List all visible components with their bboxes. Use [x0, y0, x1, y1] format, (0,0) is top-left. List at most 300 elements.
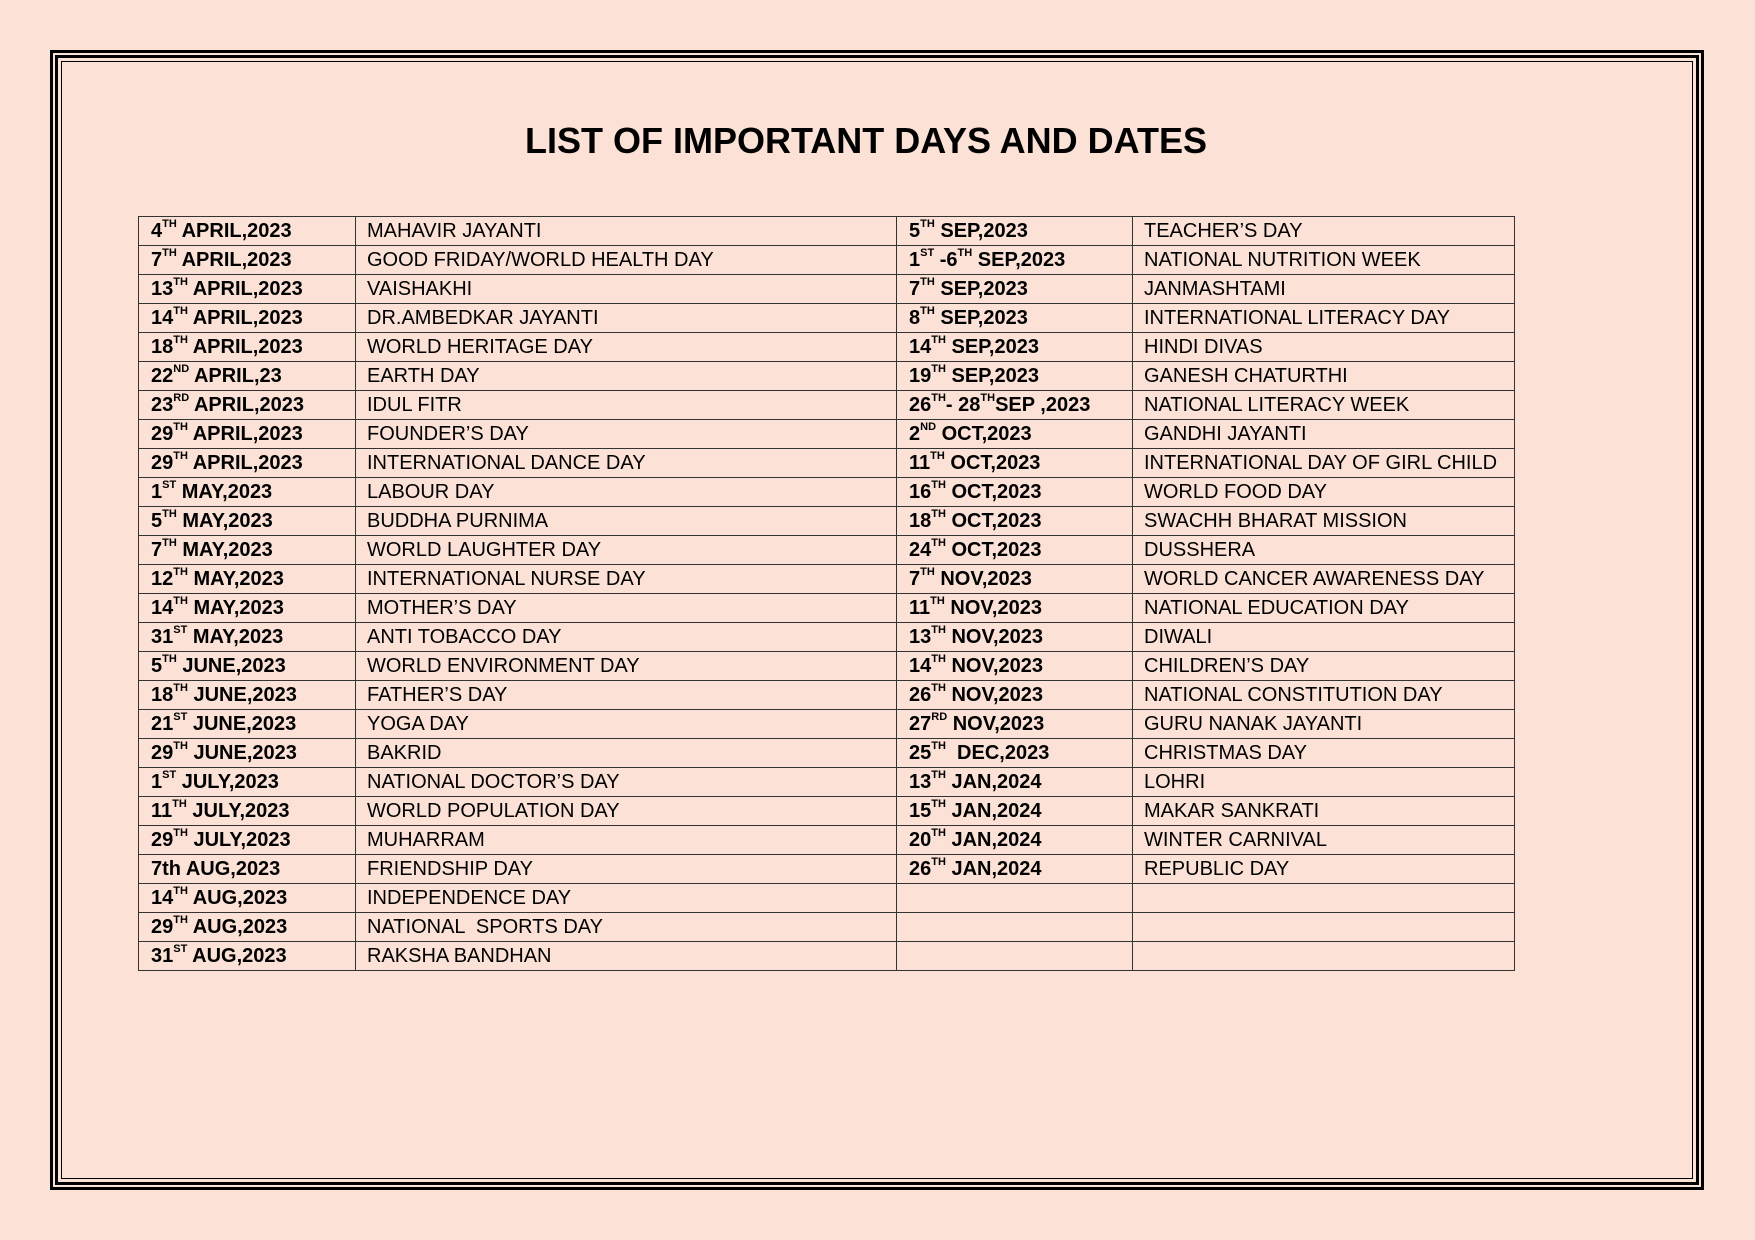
table-row	[139, 449, 1515, 478]
event-cell-right	[1133, 217, 1515, 246]
event-name: WORLD HERITAGE DAY	[367, 336, 593, 358]
date-rest: -6	[934, 249, 958, 271]
date-cell-left	[139, 710, 356, 739]
date-cell-right	[897, 507, 1133, 536]
date-day: 5	[151, 655, 163, 677]
event-cell-left	[356, 304, 897, 333]
table-row	[139, 333, 1515, 362]
date-cell-right	[897, 855, 1133, 884]
event-name: DR.AMBEDKAR JAYANTI	[367, 307, 599, 329]
date-day: 4	[151, 220, 163, 242]
event-name: DUSSHERA	[1144, 539, 1256, 561]
date-day: 21	[151, 713, 174, 735]
event-name: NATIONAL CONSTITUTION DAY	[1144, 684, 1443, 706]
date-cell-right	[897, 536, 1133, 565]
date-cell-right	[897, 884, 1133, 913]
event-name: HINDI DIVAS	[1144, 336, 1263, 358]
date-cell-right	[897, 797, 1133, 826]
event-cell-right	[1133, 536, 1515, 565]
event-name: MAKAR SANKRATI	[1144, 800, 1320, 822]
date-suffix: TH	[931, 682, 946, 694]
date-rest: APRIL,2023	[176, 220, 292, 242]
date-day: 29	[151, 916, 174, 938]
date-rest: JULY,2023	[187, 829, 291, 851]
date-rest: NOV,2023	[945, 684, 1044, 706]
date-suffix: TH	[920, 305, 935, 317]
event-cell-left	[356, 275, 897, 304]
date-cell-left	[139, 913, 356, 942]
date-day: 1	[909, 249, 921, 271]
date-cell-left	[139, 797, 356, 826]
date-rest: NOV,2023	[934, 568, 1032, 590]
date-rest: - 28	[945, 394, 981, 416]
date-day: 13	[909, 626, 932, 648]
date-day: 7	[909, 278, 921, 300]
table-row	[139, 855, 1515, 884]
date-suffix: TH	[173, 276, 188, 288]
event-name: BUDDHA PURNIMA	[367, 510, 549, 532]
date-cell-left	[139, 304, 356, 333]
date-cell-left	[139, 275, 356, 304]
date-day: 1	[151, 481, 163, 503]
event-cell-right	[1133, 565, 1515, 594]
event-name: WORLD FOOD DAY	[1144, 481, 1327, 503]
date-suffix: TH	[931, 798, 946, 810]
date-cell-left	[139, 652, 356, 681]
date-rest: JAN,2024	[945, 858, 1042, 880]
date-suffix: TH	[173, 682, 188, 694]
event-cell-left	[356, 623, 897, 652]
date-cell-right	[897, 420, 1133, 449]
event-name: CHILDREN’S DAY	[1144, 655, 1310, 677]
date-rest: MAY,2023	[187, 568, 284, 590]
event-cell-left	[356, 217, 897, 246]
date-cell-left	[139, 942, 356, 971]
date-rest: JAN,2024	[945, 771, 1042, 793]
date-suffix: TH	[162, 537, 177, 549]
event-cell-left	[356, 739, 897, 768]
date-cell-left	[139, 594, 356, 623]
date-cell-left	[139, 623, 356, 652]
date-day: 7	[151, 249, 163, 271]
date-suffix: TH	[173, 885, 188, 897]
event-cell-right	[1133, 507, 1515, 536]
date-rest: OCT,2023	[945, 539, 1042, 561]
event-cell-left	[356, 884, 897, 913]
event-cell-right	[1133, 594, 1515, 623]
date-day: 18	[909, 510, 932, 532]
event-cell-right	[1133, 826, 1515, 855]
table-row	[139, 507, 1515, 536]
date-cell-right	[897, 333, 1133, 362]
event-name: MOTHER’S DAY	[367, 597, 517, 619]
table-row	[139, 362, 1515, 391]
table-row	[139, 942, 1515, 971]
table-row	[139, 652, 1515, 681]
event-cell-left	[356, 768, 897, 797]
event-name: INTERNATIONAL LITERACY DAY	[1144, 307, 1450, 329]
event-cell-right	[1133, 768, 1515, 797]
event-name: INTERNATIONAL DAY OF GIRL CHILD	[1144, 452, 1498, 474]
date-day: 14	[151, 597, 174, 619]
date-rest: NOV,2023	[945, 655, 1044, 677]
event-name: GANESH CHATURTHI	[1144, 365, 1348, 387]
date-suffix: TH	[931, 769, 946, 781]
event-cell-left	[356, 710, 897, 739]
date-suffix: TH	[920, 566, 935, 578]
date-day: 1	[151, 771, 163, 793]
event-name: FRIENDSHIP DAY	[367, 858, 533, 880]
date-suffix: TH	[931, 624, 946, 636]
event-cell-left	[356, 565, 897, 594]
date-day: 7	[151, 539, 163, 561]
date-day: 2	[909, 423, 921, 445]
date-rest: OCT,2023	[944, 452, 1041, 474]
date-suffix: ST	[162, 769, 177, 781]
table-row	[139, 217, 1515, 246]
date-rest: AUG,2023	[187, 945, 287, 967]
date-cell-left	[139, 826, 356, 855]
date-cell-left	[139, 565, 356, 594]
date-cell-left	[139, 507, 356, 536]
date-rest-2: SEP,2023	[972, 249, 1066, 271]
date-suffix: TH	[173, 740, 188, 752]
event-cell-left	[356, 681, 897, 710]
event-name: WORLD POPULATION DAY	[367, 800, 620, 822]
date-suffix: TH	[931, 653, 946, 665]
event-cell-right	[1133, 333, 1515, 362]
date-rest: OCT,2023	[945, 510, 1042, 532]
date-rest: NOV,2023	[944, 597, 1042, 619]
date-rest-2: SEP ,2023	[995, 394, 1091, 416]
date-suffix: TH	[931, 827, 946, 839]
date-cell-right	[897, 913, 1133, 942]
date-day: 7th AUG,2023	[151, 858, 281, 880]
date-cell-right	[897, 681, 1133, 710]
date-cell-left	[139, 855, 356, 884]
event-name: GURU NANAK JAYANTI	[1144, 713, 1363, 735]
date-day: 23	[151, 394, 174, 416]
event-cell-right	[1133, 246, 1515, 275]
table-row	[139, 913, 1515, 942]
date-day: 29	[151, 423, 174, 445]
date-rest: APRIL,2023	[176, 249, 292, 271]
date-suffix: TH	[173, 595, 188, 607]
date-suffix: ND	[173, 363, 190, 375]
date-day: 18	[151, 336, 174, 358]
date-day: 12	[151, 568, 174, 590]
event-name: TEACHER’S DAY	[1144, 220, 1303, 242]
date-suffix: TH	[930, 595, 945, 607]
event-cell-right	[1133, 304, 1515, 333]
date-suffix: TH	[920, 276, 935, 288]
date-suffix: RD	[173, 392, 190, 404]
date-day: 18	[151, 684, 174, 706]
date-rest: OCT,2023	[945, 481, 1042, 503]
date-day: 29	[151, 452, 174, 474]
date-day: 8	[909, 307, 921, 329]
table-row	[139, 304, 1515, 333]
date-cell-right	[897, 362, 1133, 391]
date-cell-left	[139, 768, 356, 797]
event-cell-left	[356, 420, 897, 449]
table-row	[139, 246, 1515, 275]
date-cell-left	[139, 391, 356, 420]
date-rest: JUNE,2023	[176, 655, 286, 677]
date-cell-left	[139, 536, 356, 565]
date-cell-right	[897, 942, 1133, 971]
event-cell-right	[1133, 391, 1515, 420]
date-day: 7	[909, 568, 921, 590]
table-row	[139, 565, 1515, 594]
date-day: 14	[151, 307, 174, 329]
date-suffix: TH	[931, 856, 946, 868]
date-suffix: TH	[173, 914, 188, 926]
event-cell-left	[356, 594, 897, 623]
event-name: DIWALI	[1144, 626, 1213, 648]
date-day: 13	[151, 278, 174, 300]
date-suffix: TH	[162, 218, 177, 230]
page-title: LIST OF IMPORTANT DAYS AND DATES	[524, 120, 1207, 161]
date-suffix: TH	[162, 508, 177, 520]
date-day: 14	[909, 336, 932, 358]
event-name: FOUNDER’S DAY	[367, 423, 529, 445]
event-name: ANTI TOBACCO DAY	[367, 626, 562, 648]
event-cell-left	[356, 913, 897, 942]
table-row	[139, 623, 1515, 652]
event-name: INTERNATIONAL NURSE DAY	[367, 568, 646, 590]
date-rest: APRIL,2023	[187, 336, 303, 358]
date-day: 5	[151, 510, 163, 532]
event-cell-right	[1133, 623, 1515, 652]
event-name: YOGA DAY	[367, 713, 469, 735]
event-cell-left	[356, 536, 897, 565]
date-day: 11	[909, 452, 931, 474]
date-cell-left	[139, 478, 356, 507]
table-row	[139, 681, 1515, 710]
event-name: LOHRI	[1144, 771, 1206, 793]
event-name: MUHARRAM	[367, 829, 485, 851]
event-name: NATIONAL EDUCATION DAY	[1144, 597, 1409, 619]
date-suffix: TH	[172, 798, 187, 810]
event-cell-left	[356, 855, 897, 884]
date-rest: JULY,2023	[186, 800, 290, 822]
event-cell-left	[356, 507, 897, 536]
date-day: 22	[151, 365, 174, 387]
date-cell-right	[897, 652, 1133, 681]
date-suffix: ST	[173, 943, 188, 955]
date-day: 11	[909, 597, 931, 619]
event-name: NATIONAL SPORTS DAY	[367, 916, 603, 938]
date-rest: JULY,2023	[176, 771, 279, 793]
event-name: WORLD CANCER AWARENESS DAY	[1144, 568, 1485, 590]
date-rest: MAY,2023	[187, 626, 284, 648]
table-row	[139, 536, 1515, 565]
date-cell-right	[897, 217, 1133, 246]
date-cell-right	[897, 246, 1133, 275]
date-day: 24	[909, 539, 932, 561]
event-name: IDUL FITR	[367, 394, 462, 416]
important-days-table	[138, 216, 1515, 971]
date-rest: JAN,2024	[945, 829, 1042, 851]
table-row	[139, 739, 1515, 768]
date-suffix: TH	[931, 479, 946, 491]
date-suffix: TH	[173, 566, 188, 578]
event-name: SWACHH BHARAT MISSION	[1144, 510, 1407, 532]
table-row	[139, 710, 1515, 739]
event-cell-left	[356, 652, 897, 681]
table-row	[139, 391, 1515, 420]
event-name: INDEPENDENCE DAY	[367, 887, 572, 909]
date-day: 27	[909, 713, 932, 735]
event-name: REPUBLIC DAY	[1144, 858, 1290, 880]
event-cell-left	[356, 797, 897, 826]
date-rest: APRIL,23	[189, 365, 282, 387]
date-day: 14	[151, 887, 174, 909]
event-name: GOOD FRIDAY/WORLD HEALTH DAY	[367, 249, 714, 271]
event-name: LABOUR DAY	[367, 481, 495, 503]
date-cell-left	[139, 420, 356, 449]
date-cell-right	[897, 739, 1133, 768]
event-cell-right	[1133, 942, 1515, 971]
event-cell-left	[356, 246, 897, 275]
date-suffix: ND	[920, 421, 937, 433]
event-cell-right	[1133, 710, 1515, 739]
table-row	[139, 478, 1515, 507]
date-day: 13	[909, 771, 932, 793]
date-rest: OCT,2023	[936, 423, 1032, 445]
event-cell-left	[356, 362, 897, 391]
date-cell-right	[897, 449, 1133, 478]
event-name: NATIONAL NUTRITION WEEK	[1144, 249, 1421, 271]
date-suffix: TH	[931, 334, 946, 346]
date-day: 29	[151, 829, 174, 851]
table-row	[139, 768, 1515, 797]
date-day: 26	[909, 394, 932, 416]
event-name: NATIONAL LITERACY WEEK	[1144, 394, 1410, 416]
event-cell-right	[1133, 855, 1515, 884]
date-suffix-2: TH	[957, 247, 973, 259]
date-day: 11	[151, 800, 173, 822]
date-suffix-2: TH	[980, 392, 996, 404]
date-day: 16	[909, 481, 932, 503]
date-day: 5	[909, 220, 921, 242]
event-name: EARTH DAY	[367, 365, 480, 387]
date-suffix: TH	[931, 363, 946, 375]
event-cell-right	[1133, 652, 1515, 681]
date-day: 26	[909, 858, 932, 880]
date-rest: NOV,2023	[945, 626, 1044, 648]
date-cell-right	[897, 478, 1133, 507]
date-day: 25	[909, 742, 932, 764]
event-cell-right	[1133, 275, 1515, 304]
date-cell-left	[139, 884, 356, 913]
date-day: 26	[909, 684, 932, 706]
date-cell-right	[897, 768, 1133, 797]
date-suffix: TH	[173, 827, 188, 839]
date-rest: JUNE,2023	[187, 713, 297, 735]
date-rest: APRIL,2023	[187, 423, 303, 445]
date-rest: SEP,2023	[945, 365, 1039, 387]
date-cell-left	[139, 449, 356, 478]
table-row	[139, 797, 1515, 826]
event-cell-left	[356, 942, 897, 971]
event-name: WORLD LAUGHTER DAY	[367, 539, 602, 561]
event-cell-right	[1133, 681, 1515, 710]
event-name: INTERNATIONAL DANCE DAY	[367, 452, 646, 474]
date-rest: DEC,2023	[945, 742, 1050, 764]
date-rest: MAY,2023	[187, 597, 284, 619]
date-rest: NOV,2023	[947, 713, 1045, 735]
date-suffix: TH	[920, 218, 935, 230]
date-rest: APRIL,2023	[189, 394, 305, 416]
date-rest: MAY,2023	[176, 539, 273, 561]
date-cell-left	[139, 246, 356, 275]
date-cell-left	[139, 681, 356, 710]
event-name: WORLD ENVIRONMENT DAY	[367, 655, 640, 677]
date-suffix: TH	[931, 392, 946, 404]
date-cell-right	[897, 826, 1133, 855]
event-cell-right	[1133, 797, 1515, 826]
event-name: CHRISTMAS DAY	[1144, 742, 1307, 764]
date-rest: JAN,2024	[945, 800, 1042, 822]
event-name: WINTER CARNIVAL	[1144, 829, 1327, 851]
date-day: 15	[909, 800, 932, 822]
date-suffix: RD	[931, 711, 948, 723]
date-rest: APRIL,2023	[187, 452, 303, 474]
date-suffix: TH	[173, 334, 188, 346]
table-row	[139, 594, 1515, 623]
date-rest: SEP,2023	[934, 220, 1028, 242]
event-name: GANDHI JAYANTI	[1144, 423, 1307, 445]
event-name: VAISHAKHI	[367, 278, 473, 300]
date-cell-right	[897, 710, 1133, 739]
date-cell-left	[139, 217, 356, 246]
date-rest: AUG,2023	[187, 916, 288, 938]
date-day: 19	[909, 365, 932, 387]
date-suffix: ST	[162, 479, 177, 491]
date-suffix: TH	[162, 247, 177, 259]
event-cell-right	[1133, 478, 1515, 507]
date-suffix: TH	[931, 537, 946, 549]
date-rest: MAY,2023	[176, 481, 273, 503]
event-name: NATIONAL DOCTOR’S DAY	[367, 771, 620, 793]
date-suffix: TH	[930, 450, 945, 462]
date-suffix: ST	[920, 247, 935, 259]
date-suffix: TH	[173, 450, 188, 462]
date-day: 14	[909, 655, 932, 677]
date-suffix: TH	[173, 421, 188, 433]
event-name: FATHER’S DAY	[367, 684, 508, 706]
date-cell-left	[139, 739, 356, 768]
date-suffix: TH	[162, 653, 177, 665]
date-rest: APRIL,2023	[187, 278, 303, 300]
event-cell-right	[1133, 420, 1515, 449]
table-body	[139, 217, 1515, 971]
date-suffix: ST	[173, 711, 188, 723]
event-cell-right	[1133, 449, 1515, 478]
date-rest: SEP,2023	[934, 278, 1028, 300]
event-cell-right	[1133, 362, 1515, 391]
date-cell-right	[897, 391, 1133, 420]
event-cell-right	[1133, 739, 1515, 768]
date-cell-left	[139, 333, 356, 362]
event-cell-left	[356, 826, 897, 855]
date-rest: SEP,2023	[945, 336, 1039, 358]
date-rest: AUG,2023	[187, 887, 288, 909]
date-suffix: TH	[931, 740, 946, 752]
date-day: 29	[151, 742, 174, 764]
